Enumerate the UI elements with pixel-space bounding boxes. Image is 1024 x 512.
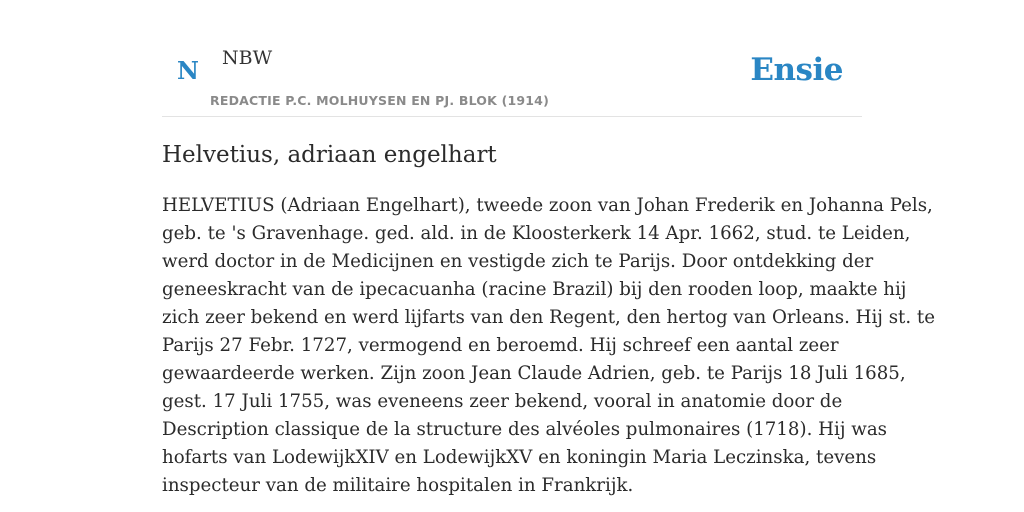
header (162, 0, 862, 117)
brand-logo[interactable]: Ensie (750, 52, 843, 88)
article-line: zich zeer bekend en werd lijfarts van den Regent, den hertog van Orleans. Hij st. te (162, 307, 936, 328)
article-line: HELVETIUS (Adriaan Engelhart), tweede zoon van Johan Frederik en Johanna Pels, (162, 195, 933, 216)
page-title: Helvetius, adriaan engelhart (162, 142, 497, 168)
article-line: hofarts van LodewijkXIV en LodewijkXV en koningin Maria Leczinska, tevens (162, 447, 877, 468)
article-line: Parijs 27 Febr. 1727, vermogend en beroemd. Hij schreef een aantal zeer (162, 335, 839, 356)
article-line: geb. te 's Gravenhage. ged. ald. in de Kloosterkerk 14 Apr. 1662, stud. te Leiden, (162, 223, 911, 244)
article-line: Description classique de la structure des alvéoles pulmonaires (1718). Hij was (162, 419, 888, 440)
source-logo[interactable]: N (177, 56, 199, 85)
article-line: werd doctor in de Medicijnen en vestigde zich te Parijs. Door ontdekking der (162, 251, 874, 272)
source-name[interactable]: NBW (222, 47, 273, 69)
article-line: gewaardeerde werken. Zijn zoon Jean Claude Adrien, geb. te Parijs 18 Juli 1685, (162, 363, 906, 384)
article-line: geneeskracht van de ipecacuanha (racine Brazil) bij den rooden loop, maakte hij (162, 279, 907, 300)
article-line: gest. 17 Juli 1755, was eveneens zeer bekend, vooral in anatomie door de (162, 391, 843, 412)
source-subtitle: REDACTIE P.C. MOLHUYSEN EN PJ. BLOK (1914) (210, 93, 549, 108)
article-body (162, 192, 936, 500)
article-line: inspecteur van de militaire hospitalen in Frankrijk. (162, 475, 634, 496)
